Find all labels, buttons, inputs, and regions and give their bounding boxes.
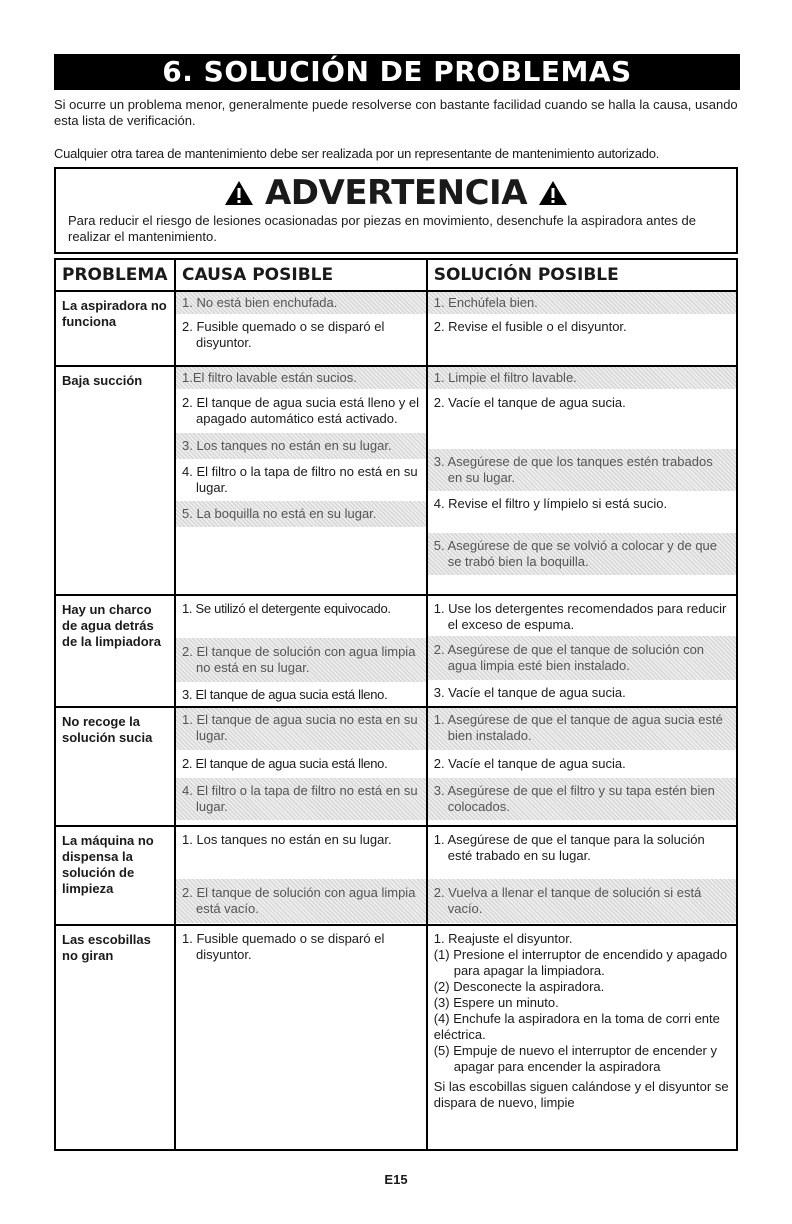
solution-cell xyxy=(427,366,737,595)
solution-item: 1. Asegúrese de que el tanque de agua sucia esté bien instalado. xyxy=(428,708,736,750)
solution-item: 1. Limpie el filtro lavable. xyxy=(428,367,736,389)
problem-cell: Las escobillas no giran xyxy=(55,925,175,1150)
cause-item: 2. El tanque de agua sucia está lleno. xyxy=(181,756,388,771)
solution-cell xyxy=(427,707,737,826)
cause-cell xyxy=(175,925,427,1150)
solution-line: (5) Empuje de nuevo el interruptor de encender y apagar para encender la aspiradora xyxy=(433,1043,717,1074)
warning-title: ADVERTENCIA xyxy=(264,173,528,213)
cause-item: 3. El tanque de agua sucia está lleno. xyxy=(181,687,388,702)
cause-item: 1. Fusible quemado o se disparó el disyuntor. xyxy=(181,931,385,962)
table-row xyxy=(55,826,737,925)
warning-triangle-icon xyxy=(224,180,254,206)
solution-item: 5. Asegúrese de que se volvió a colocar y de que se trabó bien la boquilla. xyxy=(428,533,736,575)
warning-box xyxy=(54,167,738,254)
solution-item: 1. Use los detergentes recomendados para reducir el exceso de espuma. xyxy=(433,601,727,632)
solution-line: (4) Enchufe la aspiradora en la toma de corri ente eléctrica. xyxy=(433,1011,720,1042)
solution-cell xyxy=(427,925,737,1150)
cause-item: 5. La boquilla no está en su lugar. xyxy=(176,501,426,527)
table-row xyxy=(55,366,737,595)
cause-cell xyxy=(175,826,427,925)
cause-item: 1. El tanque de agua sucia no esta en su lugar. xyxy=(176,708,426,750)
cause-item: 1.El filtro lavable están sucios. xyxy=(176,367,426,389)
cause-item: 1. Los tanques no están en su lugar. xyxy=(181,832,392,847)
solution-line: (2) Desconecte la aspiradora. xyxy=(433,979,605,994)
warning-text: Para reducir el riesgo de lesiones ocasionadas por piezas en movimiento, desenchufe la aspiradora antes de realizar el mantenimiento. xyxy=(68,213,696,244)
page-number: E15 xyxy=(384,1172,408,1187)
header-problem: PROBLEMA xyxy=(55,259,175,291)
warning-heading xyxy=(56,173,736,213)
solution-item: 2. Vacíe el tanque de agua sucia. xyxy=(433,756,626,771)
solution-item: 2. Vuelva a llenar el tanque de solución si está vacío. xyxy=(428,879,736,923)
cause-cell xyxy=(175,707,427,826)
header-solution: SOLUCIÓN POSIBLE xyxy=(427,259,737,291)
problem-cell: La máquina no dispensa la solución de limpieza xyxy=(55,826,175,925)
problem-cell: Hay un charco de agua detrás de la limpiadora xyxy=(55,595,175,707)
cause-item: 4. El filtro o la tapa de filtro no está en su lugar. xyxy=(176,778,426,820)
solution-cell xyxy=(427,291,737,366)
table-row xyxy=(55,595,737,707)
cause-item: 1. No está bien enchufada. xyxy=(176,292,426,314)
solution-line: (3) Espere un minuto. xyxy=(433,995,559,1010)
warning-triangle-icon xyxy=(538,180,568,206)
table-header-row xyxy=(55,259,737,291)
solution-item: 4. Revise el filtro y límpielo si está sucio. xyxy=(433,496,668,511)
table-row xyxy=(55,291,737,366)
solution-cell xyxy=(427,595,737,707)
cause-item: 3. Los tanques no están en su lugar. xyxy=(176,433,426,459)
solution-item: 1. Enchúfela bien. xyxy=(428,292,736,314)
problem-cell: No recoge la solución sucia xyxy=(55,707,175,826)
solution-cell xyxy=(427,826,737,925)
table-row xyxy=(55,925,737,1150)
header-cause: CAUSA POSIBLE xyxy=(175,259,427,291)
cause-item: 2. El tanque de solución con agua limpia no está en su lugar. xyxy=(176,638,426,682)
cause-item: 2. El tanque de agua sucia está lleno y el apagado automático está activado. xyxy=(181,395,420,426)
solution-line: 1. Reajuste el disyuntor. xyxy=(433,931,573,946)
cause-cell xyxy=(175,595,427,707)
problem-cell: Baja succión xyxy=(55,366,175,595)
maintenance-note: Cualquier otra tarea de mantenimiento debe ser realizada por un representante de mantenimiento autorizado. xyxy=(54,146,660,161)
page-title: 6. SOLUCIÓN DE PROBLEMAS xyxy=(54,54,740,90)
cause-cell xyxy=(175,366,427,595)
solution-line: Si las escobillas siguen calándose y el disyuntor se dispara de nuevo, limpie xyxy=(433,1079,729,1110)
solution-item: 3. Vacíe el tanque de agua sucia. xyxy=(433,685,626,700)
troubleshooting-table xyxy=(54,258,738,1151)
cause-cell xyxy=(175,291,427,366)
solution-item: 2. Vacíe el tanque de agua sucia. xyxy=(433,395,626,410)
cause-item: 4. El filtro o la tapa de filtro no está en su lugar. xyxy=(181,464,418,495)
cause-item: 2. Fusible quemado o se disparó el disyuntor. xyxy=(181,319,385,350)
solution-item: 3. Asegúrese de que los tanques estén trabados en su lugar. xyxy=(428,449,736,491)
cause-item: 2. El tanque de solución con agua limpia está vacío. xyxy=(176,879,426,923)
solution-item: 3. Asegúrese de que el filtro y su tapa estén bien colocados. xyxy=(428,778,736,820)
solution-line: (1) Presione el interruptor de encendido y apagado para apagar la limpiadora. xyxy=(433,947,728,978)
intro-paragraph: Si ocurre un problema menor, generalmente puede resolverse con bastante facilidad cuando se halla la causa, usando esta lista de verificación. xyxy=(54,97,738,128)
solution-item: 2. Revise el fusible o el disyuntor. xyxy=(433,319,627,334)
solution-item: 1. Asegúrese de que el tanque para la solución esté trabado en su lugar. xyxy=(433,832,705,863)
solution-item: 2. Asegúrese de que el tanque de solución con agua limpia esté bien instalado. xyxy=(428,636,736,680)
table-row xyxy=(55,707,737,826)
cause-item: 1. Se utilizó el detergente equivocado. xyxy=(181,601,391,616)
problem-cell: La aspiradora no funciona xyxy=(55,291,175,366)
